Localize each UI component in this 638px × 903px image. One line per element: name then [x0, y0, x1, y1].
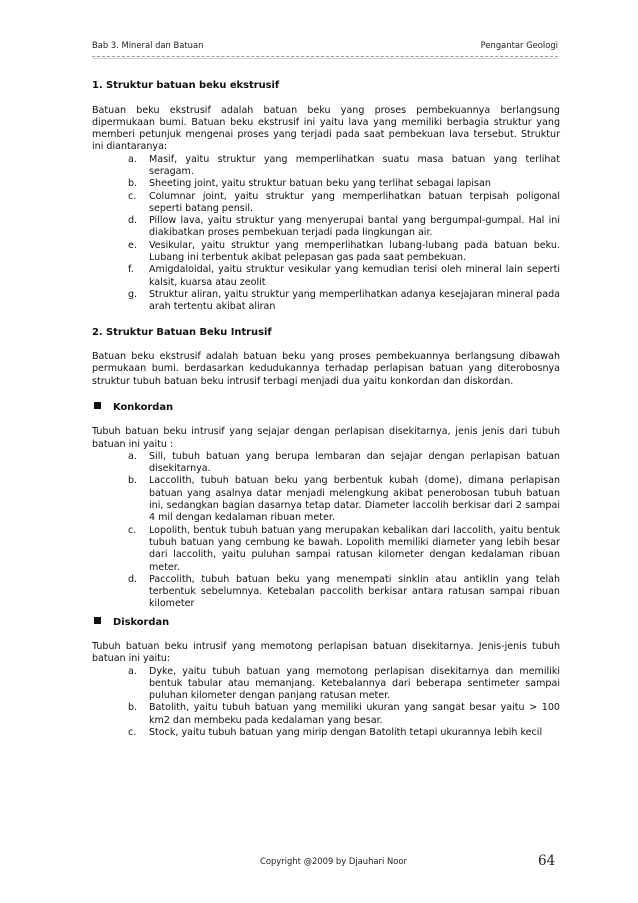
list-marker: b. [128, 178, 138, 190]
subsection-heading-konkordan [92, 402, 560, 414]
list-item [92, 451, 560, 476]
list-item-text: Masif, yaitu struktur yang memperlihatkan suatu masa batuan yang terlihat seragam. [149, 153, 560, 177]
running-header-right: Pengantar Geologi [480, 40, 558, 50]
list-item-text: Laccolith, tubuh batuan beku yang berbentuk kubah (dome), dimana perlapisan batuan yang asalnya datar menjadi melengkung akibat penerobosan tubuh batuan ini, sedangkan bagian dasarnya tetap datar. Diameter laccolih berkisar dari 2 sampai 4 mil dengan kedalaman ribuan meter. [149, 475, 560, 524]
list-marker: d. [128, 215, 138, 227]
list-item [92, 727, 560, 739]
list-item [92, 289, 560, 314]
list-item [92, 702, 560, 727]
list-item [92, 525, 560, 574]
running-header-left: Bab 3. Mineral dan Batuan [92, 40, 204, 50]
paragraph-intrusive-intro: Batuan beku ekstrusif adalah batuan beku yang proses pembekuannya berlangsung dibawah permukaan bumi. berdasarkan kedudukannya terhadap perlapisan batuan yang diterobosnya struktur tubuh batuan beku intrusif terbagi menjadi dua yaitu konkordan dan diskordan. [92, 351, 560, 387]
list-item-text: Lopolith, bentuk tubuh batuan yang merupakan kebalikan dari laccolith, yaitu bentuk tubuh batuan yang cembung ke bawah. Lopolith memiliki diameter yang lebih besar dari laccolith, yaitu puluhan sampai ratusan kilometer dengan kedalaman ribuan meter. [149, 524, 560, 573]
list-item [92, 178, 560, 190]
list-item-text: Dyke, yaitu tubuh batuan yang memotong perlapisan disekitarnya dan memiliki bentuk tabular atau memanjang. Ketebalannya dari beberapa sentimeter sampai puluhan kilometer dengan panjang ratusan meter. [149, 665, 560, 702]
list-item [92, 666, 560, 703]
subsection-title: Diskordan [113, 616, 170, 628]
copyright-notice: Copyright @2009 by Djauhari Noor [260, 856, 407, 866]
subsection-heading-diskordan [92, 617, 560, 629]
list-marker: a. [128, 153, 137, 165]
list-item-text: Vesikular, yaitu struktur yang memperlihatkan lubang-lubang pada batuan beku. Lubang ini terbentuk akibat pelepasan gas pada saat pembekuan. [149, 239, 560, 264]
list-marker: e. [128, 239, 137, 251]
subsection-title: Konkordan [113, 401, 174, 413]
section-heading-intrusive: 2. Struktur Batuan Beku Intrusif [92, 326, 272, 338]
list-item [92, 191, 560, 216]
list-item-text: Struktur aliran, yaitu struktur yang memperlihatkan adanya kesejajaran mineral pada arah tertentu akibat aliran [149, 288, 560, 313]
page-number: 64 [538, 853, 556, 869]
square-bullet-icon [94, 402, 101, 409]
extrusive-structure-list [92, 154, 560, 314]
list-item-text: Paccolith, tubuh batuan beku yang menempati sinklin atau antiklin yang telah terbentuk sebelumnya. Ketebalan paccolith berkisar antara ratusan sampai ribuan kilometer [149, 573, 560, 610]
section-heading-extrusive: 1. Struktur batuan beku ekstrusif [92, 80, 280, 91]
list-marker: d. [128, 573, 138, 585]
list-marker: c. [128, 524, 137, 536]
list-marker: g. [128, 288, 138, 300]
list-item [92, 215, 560, 240]
page-body [92, 80, 560, 739]
header-divider-shadow [92, 58, 558, 59]
paragraph-extrusive-intro: Batuan beku ekstrusif adalah batuan beku yang proses pembekuannya berlangsung dipermukaan bumi. Batuan beku ekstrusif ini yaitu lava yang memiliki berbagia struktur yang memberi petunjuk mengenai proses yang terjadi pada saat pembekuan lava tersebut. Struktur ini diantaranya: [92, 104, 560, 153]
list-item-text: Batolith, yaitu tubuh batuan yang memiliki ukuran yang sangat besar yaitu > 100 km2 dan membeku pada kedalaman yang besar. [149, 702, 560, 726]
list-item-text: Amigdaloidal, yaitu struktur vesikular yang kemudian terisi oleh mineral lain seperti kalsit, kuarsa atau zeolit [149, 264, 560, 288]
list-item [92, 154, 560, 179]
list-marker: c. [128, 727, 137, 739]
list-marker: a. [128, 450, 137, 462]
list-marker: b. [128, 702, 138, 714]
list-marker: a. [128, 665, 137, 677]
list-item [92, 240, 560, 265]
list-item [92, 264, 560, 289]
list-item-text: Sill, tubuh batuan yang berupa lembaran dan sejajar dengan perlapisan batuan disekitarnya. [149, 450, 560, 475]
paragraph-konkordan-intro: Tubuh batuan beku intrusif yang sejajar dengan perlapisan disekitarnya, jenis jenis dari tubuh batuan ini yaitu : [92, 426, 560, 450]
list-item-text: Stock, yaitu tubuh batuan yang mirip dengan Batolith tetapi ukurannya lebih kecil [149, 727, 543, 739]
konkordan-list [92, 451, 560, 611]
list-item [92, 574, 560, 611]
header-divider [92, 56, 558, 57]
square-bullet-icon [94, 617, 101, 624]
paragraph-diskordan-intro: Tubuh batuan beku intrusif yang memotong perlapisan batuan disekitarnya. Jenis-jenis tubuh batuan ini yaitu: [92, 640, 560, 665]
list-item-text: Pillow lava, yaitu struktur yang menyerupai bantal yang bergumpal-gumpal. Hal ini diakibatkan proses pembekuan terjadi pada lingkungan air. [149, 215, 560, 239]
list-marker: f. [128, 264, 134, 276]
list-marker: c. [128, 190, 137, 202]
list-item-text: Columnar joint, yaitu struktur yang memperlihatkan batuan terpisah poligonal seperti batang pensil. [149, 190, 560, 214]
list-item [92, 475, 560, 524]
list-item-text: Sheeting joint, yaitu struktur batuan beku yang terlihat sebagai lapisan [149, 178, 491, 190]
list-marker: b. [128, 475, 138, 487]
diskordan-list [92, 666, 560, 740]
